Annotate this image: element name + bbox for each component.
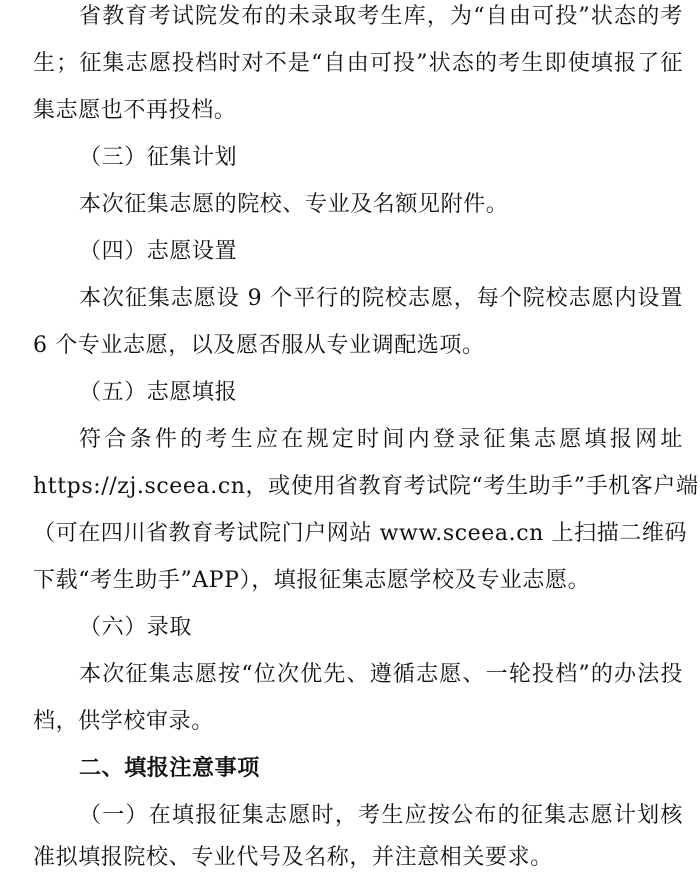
paragraph-line: https://zj.sceea.cn，或使用省教育考试院“考生助手”手机客户端	[33, 474, 699, 499]
paragraph-line: 本次征集志愿设 9 个平行的院校志愿，每个院校志愿内设置	[79, 286, 683, 311]
paragraph-line: 省教育考试院发布的未录取考生库，为“自由可投”状态的考	[79, 4, 683, 29]
paragraph-line: （一）在填报征集志愿时，考生应按公布的征集志愿计划核	[79, 803, 683, 828]
paragraph-line: （可在四川省教育考试院门户网站 www.sceea.cn 上扫描二维码	[33, 521, 688, 546]
paragraph-line: 本次征集志愿按“位次优先、遵循志愿、一轮投档”的办法投	[79, 662, 683, 687]
paragraph-line: 档，供学校审录。	[33, 709, 214, 734]
subheading-plan: （三）征集计划	[79, 145, 238, 170]
section-heading-notes: 二、填报注意事项	[79, 756, 260, 781]
paragraph-line: 下载“考生助手”APP），填报征集志愿学校及专业志愿。	[33, 568, 591, 593]
paragraph-line: 6 个专业志愿，以及愿否服从专业调配选项。	[33, 333, 485, 358]
paragraph-line: 本次征集志愿的院校、专业及名额见附件。	[79, 192, 509, 217]
paragraph-line: 集志愿也不再投档。	[33, 98, 237, 123]
subheading-settings: （四）志愿设置	[79, 239, 238, 264]
paragraph-line: 符合条件的考生应在规定时间内登录征集志愿填报网址	[79, 427, 683, 452]
paragraph-line: 生；征集志愿投档时对不是“自由可投”状态的考生即使填报了征	[33, 51, 683, 76]
subheading-filling: （五）志愿填报	[79, 380, 238, 405]
paragraph-line: 准拟填报院校、专业代号及名称，并注意相关要求。	[33, 845, 553, 870]
subheading-admission: （六）录取	[79, 615, 193, 640]
